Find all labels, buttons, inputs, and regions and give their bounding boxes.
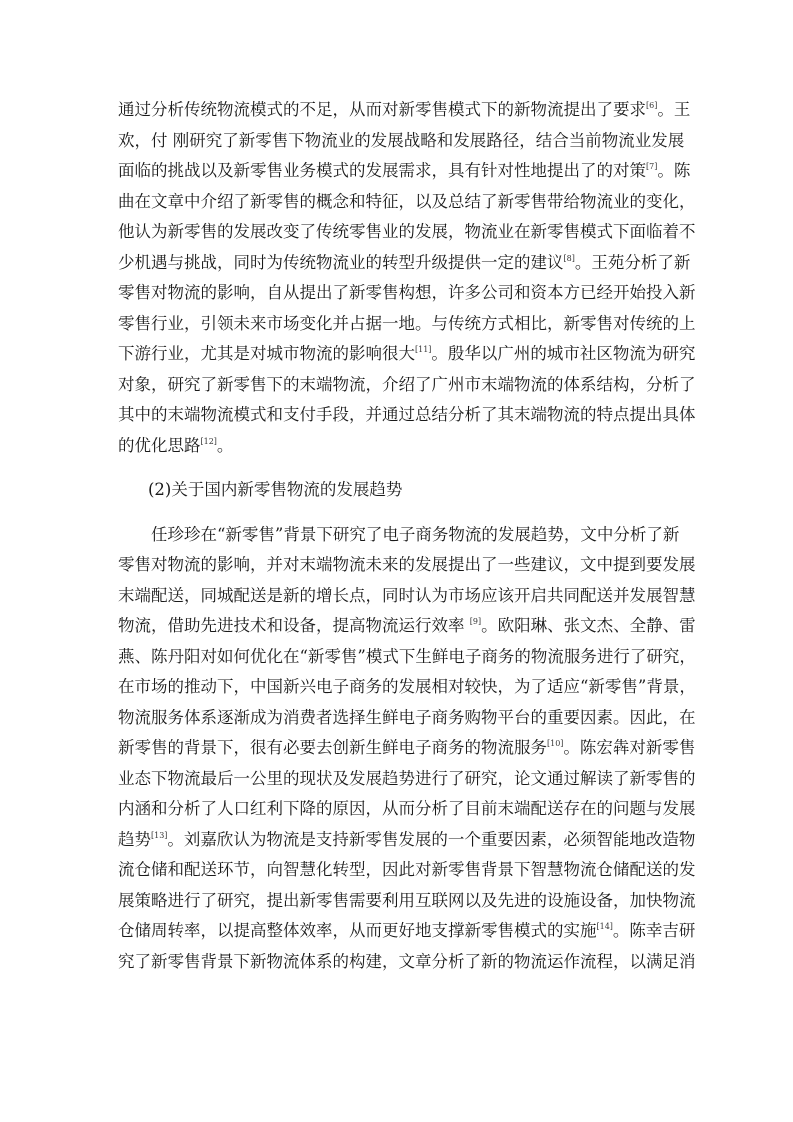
text-run: 。王苑分析了新	[574, 252, 691, 272]
text-run: 物流，借助先进技术和设备，提高物流运行效率	[118, 616, 470, 635]
citation-ref: [8]	[563, 253, 575, 263]
text-line	[118, 733, 696, 764]
text-run: 新零售的背景下，很有必要去创新生鲜电子商务的物流服务	[118, 738, 547, 757]
text-line	[118, 520, 680, 551]
text-line	[118, 156, 691, 187]
text-run: 欢，付 刚研究了新零售下物流业的发展战略和发展路径，结合当前物流业发展	[118, 130, 685, 150]
text-line	[118, 794, 696, 825]
text-run: 零售对物流的影响，并对末端物流未来的发展提出了一些建议，文中提到要发展	[118, 555, 696, 574]
text-line	[118, 217, 696, 248]
text-run: 。殷华以广州的城市社区物流为研究	[431, 344, 696, 363]
text-run: 少机遇与挑战，同时为传统物流业的转型升级提供一定的建议	[118, 252, 564, 272]
text-run: 零售行业，引领未来市场变化并占据一地。与传统方式相比，新零售对传统的上	[118, 313, 696, 333]
text-line	[118, 886, 696, 917]
text-run: 。陈	[657, 161, 691, 180]
text-line	[118, 672, 696, 703]
text-run: 究了新零售背景下新物流体系的构建，文章分析了新的物流运作流程，以满足消	[118, 951, 696, 971]
text-run: 下游行业，尤其是对城市物流的影响很大	[118, 344, 415, 363]
text-run: 其中的末端物流模式和支付手段，并通过总结分析了其末端物流的特点提出具体	[118, 405, 696, 424]
text-line	[118, 339, 696, 370]
text-run: 曲在文章中介绍了新零售的概念和特征，以及总结了新零售带给物流业的变化，	[118, 191, 696, 211]
text-run: 的优化思路	[118, 435, 201, 455]
text-run: 他认为新零售的发展改变了传统零售业的发展，物流业在新零售模式下面临着不	[118, 222, 696, 241]
citation-ref: [9]	[469, 617, 482, 626]
text-line	[118, 764, 696, 795]
citation-ref: [6]	[646, 101, 658, 110]
text-line	[118, 126, 685, 157]
text-run: 面临的挑战以及新零售业务模式的发展需求，具有针对性地提出了的对策	[118, 161, 646, 180]
text-run: 业态下物流最后一公里的现状及发展趋势进行了研究，论文通过解读了新零售的	[118, 768, 696, 788]
citation-ref: [13]	[151, 830, 168, 840]
text-line	[118, 370, 696, 401]
text-run: 通过分析传统物流模式的不足，从而对新零售模式下的新物流提出了要求	[118, 100, 646, 119]
text-line	[118, 611, 696, 642]
citation-ref: [10]	[547, 739, 564, 748]
body-text	[118, 95, 696, 977]
text-line	[118, 581, 696, 612]
citation-ref: [12]	[200, 436, 217, 446]
paragraph-1	[118, 95, 696, 461]
text-line	[118, 550, 696, 581]
text-run: 趋势	[118, 829, 151, 849]
text-line	[118, 855, 696, 886]
section-heading: (2)关于国内新零售物流的发展趋势	[148, 480, 403, 499]
text-line	[118, 947, 696, 978]
text-run: 燕、陈丹阳对如何优化在“新零售”模式下生鲜电子商务的物流服务进行了研究，	[118, 646, 696, 666]
citation-ref: [11]	[415, 345, 432, 354]
text-run: 流仓储和配送环节，向智慧化转型，因此对新零售背景下智慧物流仓储配送的发	[118, 860, 696, 879]
citation-ref: [7]	[646, 162, 658, 171]
text-run: 末端配送，同城配送是新的增长点，同时认为市场应该开启共同配送并发展智慧	[118, 585, 696, 605]
text-run: 展策略进行了研究，提出新零售需要利用互联网以及先进的设施设备，加快物流	[118, 890, 696, 910]
text-line	[118, 703, 696, 734]
text-line	[118, 825, 696, 856]
text-run: 。	[216, 435, 234, 455]
text-run: 。刘嘉欣认为物流是支持新零售发展的一个重要因素，必须智能地改造物	[167, 829, 696, 849]
text-line	[118, 95, 691, 126]
text-line	[118, 431, 673, 462]
text-line	[118, 309, 696, 340]
text-run: 对象，研究了新零售下的末端物流，介绍了广州市末端物流的体系结构，分析了	[118, 374, 696, 394]
text-line	[118, 916, 696, 947]
text-run: 。陈幸吉研	[612, 921, 696, 940]
paragraph-2	[118, 520, 696, 978]
text-run: 仓储周转率，以提高整体效率，从而更好地支撑新零售模式的实施	[118, 921, 597, 940]
text-run: 零售对物流的影响，自从提出了新零售构想，许多公司和资本方已经开始投入新	[118, 283, 696, 302]
text-line	[118, 187, 696, 218]
text-line	[118, 400, 696, 431]
citation-ref: [14]	[596, 922, 613, 931]
text-line	[118, 248, 691, 279]
text-run: 。王	[657, 100, 691, 119]
text-run: 在市场的推动下，中国新兴电子商务的发展相对较快，为了适应“新零售”背景，	[118, 677, 696, 696]
text-run: 。欧阳琳、张文杰、全静、雷	[481, 616, 696, 635]
text-line	[118, 278, 696, 309]
text-run: 任珍珍在“新零售”背景下研究了电子商务物流的发展趋势，文中分析了新	[151, 524, 680, 544]
text-line	[118, 642, 696, 673]
text-run: 物流服务体系逐渐成为消费者选择生鲜电子商务购物平台的重要因素。因此，在	[118, 707, 696, 727]
text-run: 。陈宏犇对新零售	[563, 738, 696, 757]
text-run: 内涵和分析了人口红利下降的原因，从而分析了目前末端配送存在的问题与发展	[118, 799, 696, 818]
